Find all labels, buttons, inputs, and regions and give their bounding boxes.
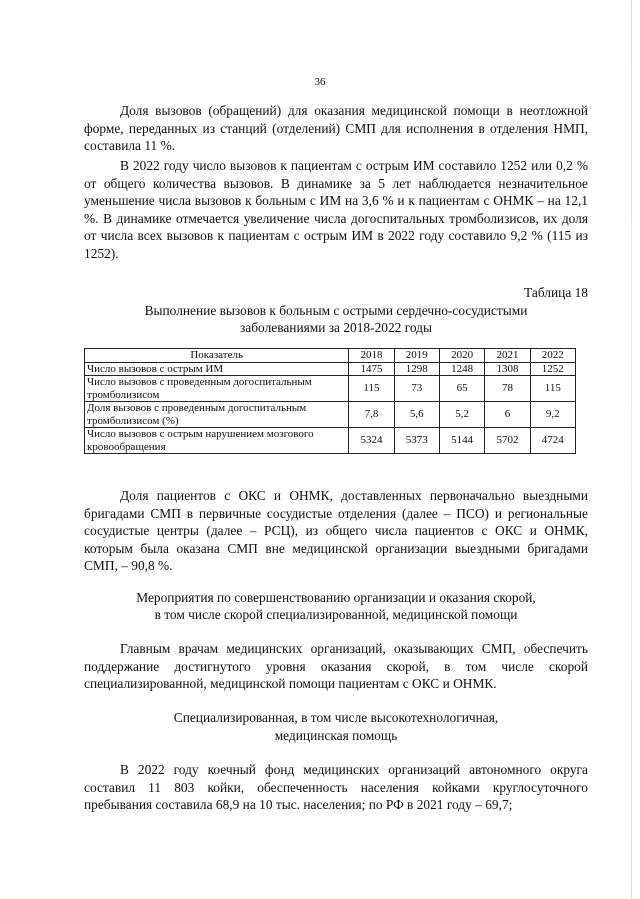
paragraph-text: Главным врачам медицинских организаций, оказывающих СМП, обеспечить поддержание достигнутого уровня оказания скорой, в том числе скорой специализированной, медицинской помощи пациентам с ОКС и ОНМК. [84,641,588,692]
header-2021: 2021 [485,349,530,363]
cell-value: 1475 [349,362,394,376]
table-header-row [85,349,576,363]
cell-value: 73 [394,376,439,402]
cell-value: 5,6 [394,402,439,428]
cell-value: 4724 [530,428,575,454]
cell-value: 1248 [439,362,484,376]
table-row [85,402,576,428]
header-2019: 2019 [394,349,439,363]
cell-value: 5373 [394,428,439,454]
header-2022: 2022 [530,349,575,363]
row-label: Число вызовов с проведенным догоспитальным тромболизисом [85,376,349,402]
cell-value: 5702 [485,428,530,454]
row-label: Доля вызовов с проведенным догоспитальным тромболизисом (%) [85,402,349,428]
table-row [85,428,576,454]
cell-value: 65 [439,376,484,402]
heading-measures-line2: в том числе скорой специализированной, медицинской помощи [154,607,518,622]
row-label: Число вызовов с острым ИМ [85,362,349,376]
row-label: Число вызовов с острым нарушением мозгового кровообращения [85,428,349,454]
cell-value: 1298 [394,362,439,376]
cell-value: 9,2 [530,402,575,428]
page-number: 36 [314,76,326,88]
paragraph-text: В 2022 году коечный фонд медицинских организаций автономного округа составил 11 803 койки, обеспеченность населения койками круглосуточного пребывания составила 68,9 на 10 тыс. населения; по РФ в 2021 году – 69,7; [84,762,588,813]
paragraph-text: Доля пациентов с ОКС и ОНМК, доставленных первоначально выездными бригадами СМП в первичные сосудистые отделения (далее – ПСО) и региональные сосудистые центры (далее – РСЦ), из общего числа пациентов с ОКС и ОНМК, которым была оказана СМП вне медицинской организации выездными бригадами СМП, – 90,8 %. [84,488,588,574]
cell-value: 5324 [349,428,394,454]
table-row [85,362,576,376]
paragraph-oks-onmk-share [84,487,588,575]
cell-value: 7,8 [349,402,394,428]
table-title-line2: заболеваниями за 2018-2022 годы [240,320,432,335]
paragraph-text: В 2022 году число вызовов к пациентам с острым ИМ составило 1252 или 0,2 % от общего количества вызовов. В динамике за 5 лет наблюдается незначительное уменьшение числа вызовов к больным с ИМ на 3,6 % и к пациентам с ОНМК – на 12,1 %. В динамике отмечается увеличение числа догоспитальных тромболизисов, их доля от числа всех вызовов к пациентам с острым ИМ в 2022 году составило 9,2 % (115 из 1252). [84,158,588,261]
table-title-line1: Выполнение вызовов к больным с острыми сердечно-сосудистыми [144,303,528,318]
heading-measures-line1: Мероприятия по совершенствованию организации и оказания скорой, [136,590,536,605]
scan-edge [631,0,632,899]
paragraph-directive [84,640,588,693]
header-indicator: Показатель [85,349,349,363]
paragraph-emergency-share [84,102,588,155]
header-2020: 2020 [439,349,484,363]
cardio-calls-table [84,348,576,454]
cell-value: 1308 [485,362,530,376]
cell-value: 78 [485,376,530,402]
paragraph-mi-calls [84,157,588,263]
cell-value: 5,2 [439,402,484,428]
cell-value: 1252 [530,362,575,376]
heading-specialized-line2: медицинская помощь [274,728,398,743]
cell-value: 5144 [439,428,484,454]
cell-value: 115 [349,376,394,402]
paragraph-bed-fund [84,761,588,814]
cell-value: 6 [485,402,530,428]
heading-specialized-line1: Специализированная, в том числе высокотехнологичная, [173,710,499,725]
cell-value: 115 [530,376,575,402]
paragraph-text: Доля вызовов (обращений) для оказания медицинской помощи в неотложной форме, переданных из станций (отделений) СМП для исполнения в отделения НМП, составила 11 %. [84,103,588,154]
table-number: Таблица 18 [524,285,588,300]
table-row [85,376,576,402]
header-2018: 2018 [349,349,394,363]
